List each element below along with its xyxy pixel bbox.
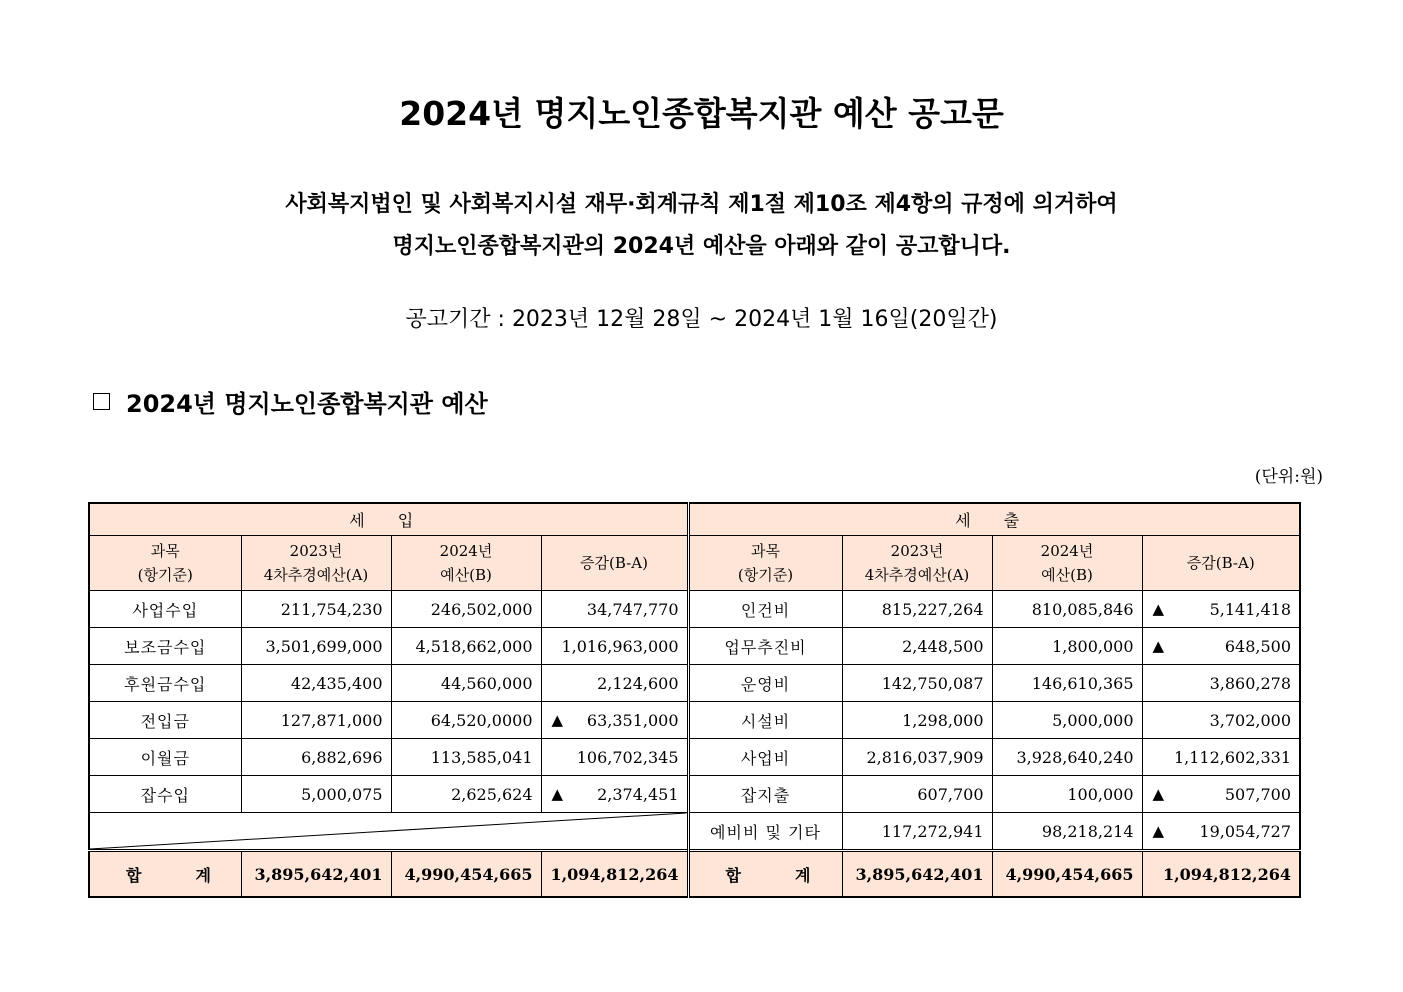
income-diff [541,628,688,665]
income-prev: 5,000,075 [241,776,391,813]
decrease-triangle-icon: ▲ [1152,637,1165,655]
intro-line-1: 사회복지법인 및 사회복지시설 재무·회계규칙 제1절 제10조 제4항의 규정에 의거하여 [285,192,1118,217]
expense-curr: 5,000,000 [992,702,1142,739]
income-prev: 211,754,230 [241,591,391,628]
table-group-header-row [89,503,1300,536]
expense-diff [1142,776,1300,813]
income-col-item: 과목 (항기준) [89,536,241,591]
income-prev: 6,882,696 [241,739,391,776]
expense-curr: 146,610,365 [992,665,1142,702]
table-row [89,665,1300,702]
table-row [89,776,1300,813]
income-diff [541,702,688,739]
expense-col-diff: 증감(B-A) [1142,536,1300,591]
expense-item: 잡지출 [688,776,842,813]
decrease-triangle-icon: ▲ [1152,600,1165,618]
total-row [89,851,1300,898]
income-item: 보조금수입 [89,628,241,665]
expense-diff-value: 19,054,727 [1199,821,1291,841]
empty-income-cell [89,813,688,851]
income-prev: 42,435,400 [241,665,391,702]
expense-diff-value: 3,860,278 [1209,673,1291,693]
expense-diff-value: 5,141,418 [1209,599,1291,619]
income-prev: 3,501,699,000 [241,628,391,665]
income-prev: 127,871,000 [241,702,391,739]
income-item: 전입금 [89,702,241,739]
table-row [89,813,1300,851]
income-diff-value: 106,702,345 [576,747,679,767]
income-curr: 64,520,0000 [391,702,541,739]
decrease-triangle-icon: ▲ [551,711,564,729]
notice-period: 공고기간 : 2023년 12월 28일 ~ 2024년 1월 16일(20일간) [405,307,998,332]
table-row [89,739,1300,776]
total-expense-prev: 3,895,642,401 [842,851,992,898]
section-heading [93,384,488,419]
expense-diff [1142,813,1300,851]
expense-prev: 2,448,500 [842,628,992,665]
expense-item: 운영비 [688,665,842,702]
decrease-triangle-icon: ▲ [1152,822,1165,840]
intro-line-2: 명지노인종합복지관의 2024년 예산을 아래와 같이 공고합니다. [392,234,1011,259]
expense-prev: 2,816,037,909 [842,739,992,776]
total-expense-curr: 4,990,454,665 [992,851,1142,898]
expense-diff-value: 648,500 [1224,636,1291,656]
income-col-prev: 2023년 4차추경예산(A) [241,536,391,591]
expense-item: 업무추진비 [688,628,842,665]
table-row [89,702,1300,739]
expense-header: 세 출 [688,503,1300,536]
expense-diff [1142,628,1300,665]
income-col-curr: 2024년 예산(B) [391,536,541,591]
diagonal-strike-line [90,813,687,849]
total-expense-diff: 1,094,812,264 [1142,851,1300,898]
income-diff-value: 1,016,963,000 [561,636,679,656]
income-curr: 2,625,624 [391,776,541,813]
expense-curr: 100,000 [992,776,1142,813]
table-row [89,591,1300,628]
income-header: 세 입 [89,503,688,536]
expense-item: 시설비 [688,702,842,739]
income-col-diff: 증감(B-A) [541,536,688,591]
expense-diff-value: 3,702,000 [1209,710,1291,730]
total-label-income: 합 계 [89,851,241,898]
total-label-expense: 합 계 [688,851,842,898]
income-item: 후원금수입 [89,665,241,702]
income-curr: 246,502,000 [391,591,541,628]
expense-item: 인건비 [688,591,842,628]
income-item: 이월금 [89,739,241,776]
expense-prev: 815,227,264 [842,591,992,628]
expense-item: 예비비 및 기타 [688,813,842,851]
income-diff-value: 2,374,451 [597,784,679,804]
expense-diff [1142,739,1300,776]
total-income-prev: 3,895,642,401 [241,851,391,898]
expense-prev: 117,272,941 [842,813,992,851]
total-income-curr: 4,990,454,665 [391,851,541,898]
checkbox-square-icon [93,393,110,410]
total-income-diff: 1,094,812,264 [541,851,688,898]
expense-diff [1142,665,1300,702]
income-curr: 113,585,041 [391,739,541,776]
decrease-triangle-icon: ▲ [1152,785,1165,803]
expense-col-item: 과목 (항기준) [688,536,842,591]
table-column-header-row [89,536,1300,591]
income-item: 잡수입 [89,776,241,813]
income-diff-value: 34,747,770 [586,599,679,619]
page-title: 2024년 명지노인종합복지관 예산 공고문 [399,94,1004,133]
income-diff [541,665,688,702]
expense-item: 사업비 [688,739,842,776]
expense-diff-value: 1,112,602,331 [1173,747,1291,767]
expense-curr: 1,800,000 [992,628,1142,665]
expense-curr: 810,085,846 [992,591,1142,628]
income-diff [541,739,688,776]
decrease-triangle-icon: ▲ [551,785,564,803]
table-row [89,628,1300,665]
expense-curr: 3,928,640,240 [992,739,1142,776]
expense-diff [1142,702,1300,739]
income-diff-value: 63,351,000 [586,710,679,730]
income-item: 사업수입 [89,591,241,628]
unit-label: (단위:원) [1254,467,1323,487]
income-curr: 4,518,662,000 [391,628,541,665]
income-diff [541,591,688,628]
expense-prev: 142,750,087 [842,665,992,702]
expense-diff-value: 507,700 [1224,784,1291,804]
income-diff [541,776,688,813]
expense-col-prev: 2023년 4차추경예산(A) [842,536,992,591]
expense-col-curr: 2024년 예산(B) [992,536,1142,591]
expense-prev: 1,298,000 [842,702,992,739]
income-curr: 44,560,000 [391,665,541,702]
expense-curr: 98,218,214 [992,813,1142,851]
income-diff-value: 2,124,600 [597,673,679,693]
expense-diff [1142,591,1300,628]
expense-prev: 607,700 [842,776,992,813]
budget-table [88,502,1301,898]
section-heading-text: 2024년 명지노인종합복지관 예산 [126,390,488,418]
